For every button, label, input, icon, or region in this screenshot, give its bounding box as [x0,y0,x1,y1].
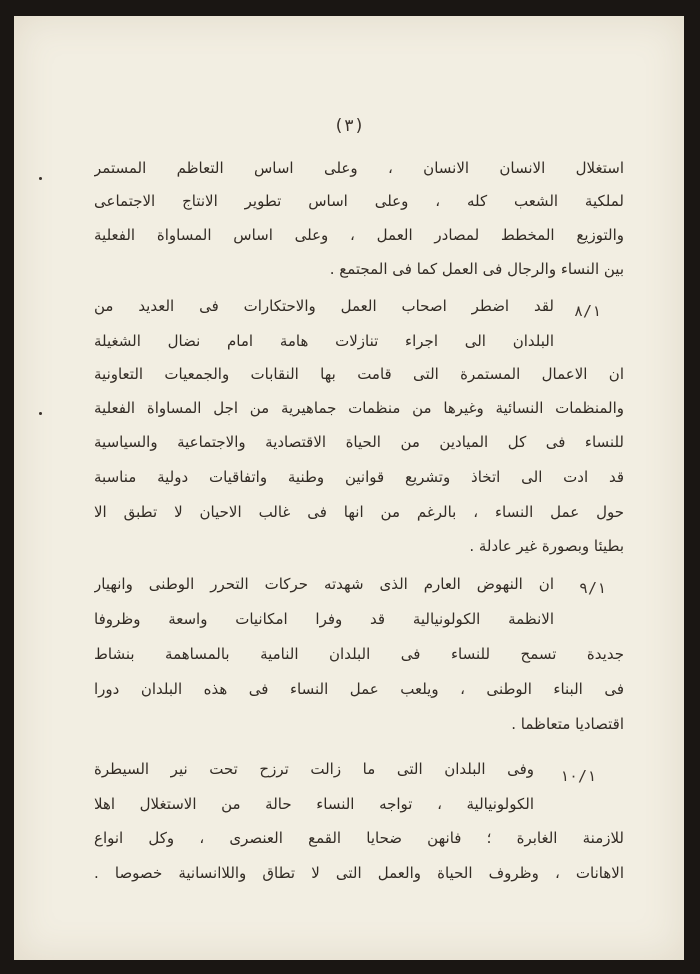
text-line: للنساء فى كل الميادين من الحياة الاقتصادية والاجتماعية والسياسية [94,433,624,451]
paragraph-number: ١٠/١ [560,767,597,785]
text-line: الانظمة الكولونيالية قد وفرا امكانيات واسعة وظروفا [94,610,554,628]
paragraph-number: ٩/١ [579,579,607,597]
text-line: ان الاعمال المستمرة التى قامت بها النقابات والجمعيات التعاونية [94,365,624,383]
text-line: والمنظمات النسائية وغيرها من منظمات جماهيرية من اجل المساواة الفعلية [94,399,624,417]
margin-dot [39,412,42,415]
page-number: (٣) [333,116,365,136]
text-line: لملكية الشعب كله ، وعلى اساس تطوير الانتاج الاجتماعى [94,192,624,210]
margin-dot [39,177,42,180]
text-line: لقد اضطر اصحاب العمل والاحتكارات فى العديد من [94,297,554,315]
document-page [14,16,684,960]
text-line: استغلال الانسان الانسان ، وعلى اساس التعاظم المستمر [94,159,624,177]
text-line: البلدان الى اجراء تنازلات هامة امام نضال الشغيلة [94,332,554,350]
text-line: اقتصاديا متعاظما . [511,715,624,733]
text-line: للازمنة الغابرة ؛ فانهن ضحايا القمع العنصرى ، وكل انواع [94,829,624,847]
text-line: الاهانات ، وظروف الحياة والعمل التى لا تطاق واللاانسانية خصوصا . [94,864,624,882]
text-line: بطيئا وبصورة غير عادلة . [469,537,624,555]
text-line: الكولونيالية ، تواجه النساء حالة من الاستغلال اهلا [94,795,534,813]
text-line: والتوزيع المخطط لمصادر العمل ، وعلى اساس المساواة الفعلية [94,226,624,244]
text-line: حول عمل النساء ، بالرغم من انها فى غالب الاحيان لا تطبق الا [94,503,624,521]
text-line: بين النساء والرجال فى العمل كما فى المجتمع . [329,260,624,278]
paragraph-number: ٨/١ [574,302,602,320]
text-line: جديدة تسمح للنساء فى البلدان النامية بالمساهمة بنشاط [94,645,624,663]
text-line: قد ادت الى اتخاذ وتشريع قوانين وطنية واتفاقيات دولية مناسبة [94,468,624,486]
text-line: فى البناء الوطنى ، ويلعب عمل النساء فى هذه البلدان دورا [94,680,624,698]
text-line: وفى البلدان التى ما زالت ترزح تحت نير السيطرة [94,760,534,778]
text-line: ان النهوض العارم الذى شهدته حركات التحرر الوطنى وانهيار [94,575,554,593]
